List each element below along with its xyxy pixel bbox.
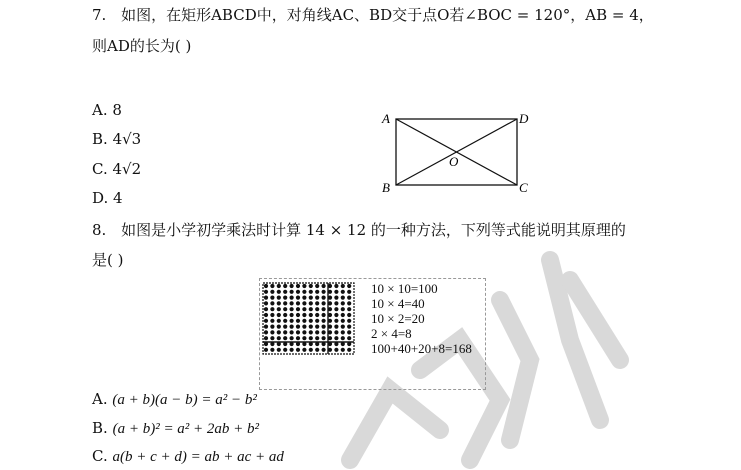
q8-line2: 是( )	[92, 251, 124, 269]
q7-line1	[92, 4, 654, 25]
dot-grid	[262, 282, 356, 356]
label-a: A	[382, 111, 390, 126]
calc-line-1: 10 × 10=100	[371, 281, 438, 296]
q7-option-d: D. 4	[92, 189, 123, 207]
q8-option-b: B. (a + b)² = a² + 2ab + b²	[92, 419, 260, 437]
calc-line-5: 100+40+20+8=168	[371, 341, 472, 356]
q7-option-a: A. 8	[92, 101, 122, 119]
q8-text: 如图是小学初学乘法时计算 14 × 12 的一种方法，下列等式能说明其原理的	[121, 221, 626, 239]
q8-line1	[92, 219, 626, 240]
q7-line2: 则AD的长为( )	[92, 37, 192, 55]
label-d: D	[519, 111, 529, 126]
calc-line-3: 10 × 2=20	[371, 311, 425, 326]
q7-text: 如图，在矩形ABCD中，对角线AC、BD交于点O若∠BOC = 120°，AB = 4，	[121, 6, 654, 24]
label-o: O	[449, 154, 459, 169]
q7-option-b: B. 4√3	[92, 130, 142, 148]
q7-number: 7.	[92, 6, 107, 24]
label-b: B	[382, 180, 390, 195]
q7-option-c: C. 4√2	[92, 160, 142, 178]
calc-line-4: 2 × 4=8	[371, 326, 412, 341]
label-c: C	[519, 180, 528, 195]
q8-number: 8.	[92, 221, 107, 239]
calc-line-2: 10 × 4=40	[371, 296, 425, 311]
rectangle-figure	[376, 108, 536, 196]
q8-option-a: A. (a + b)(a − b) = a² − b²	[92, 390, 257, 408]
q8-option-c: C. a(b + c + d) = ab + ac + ad	[92, 447, 284, 465]
